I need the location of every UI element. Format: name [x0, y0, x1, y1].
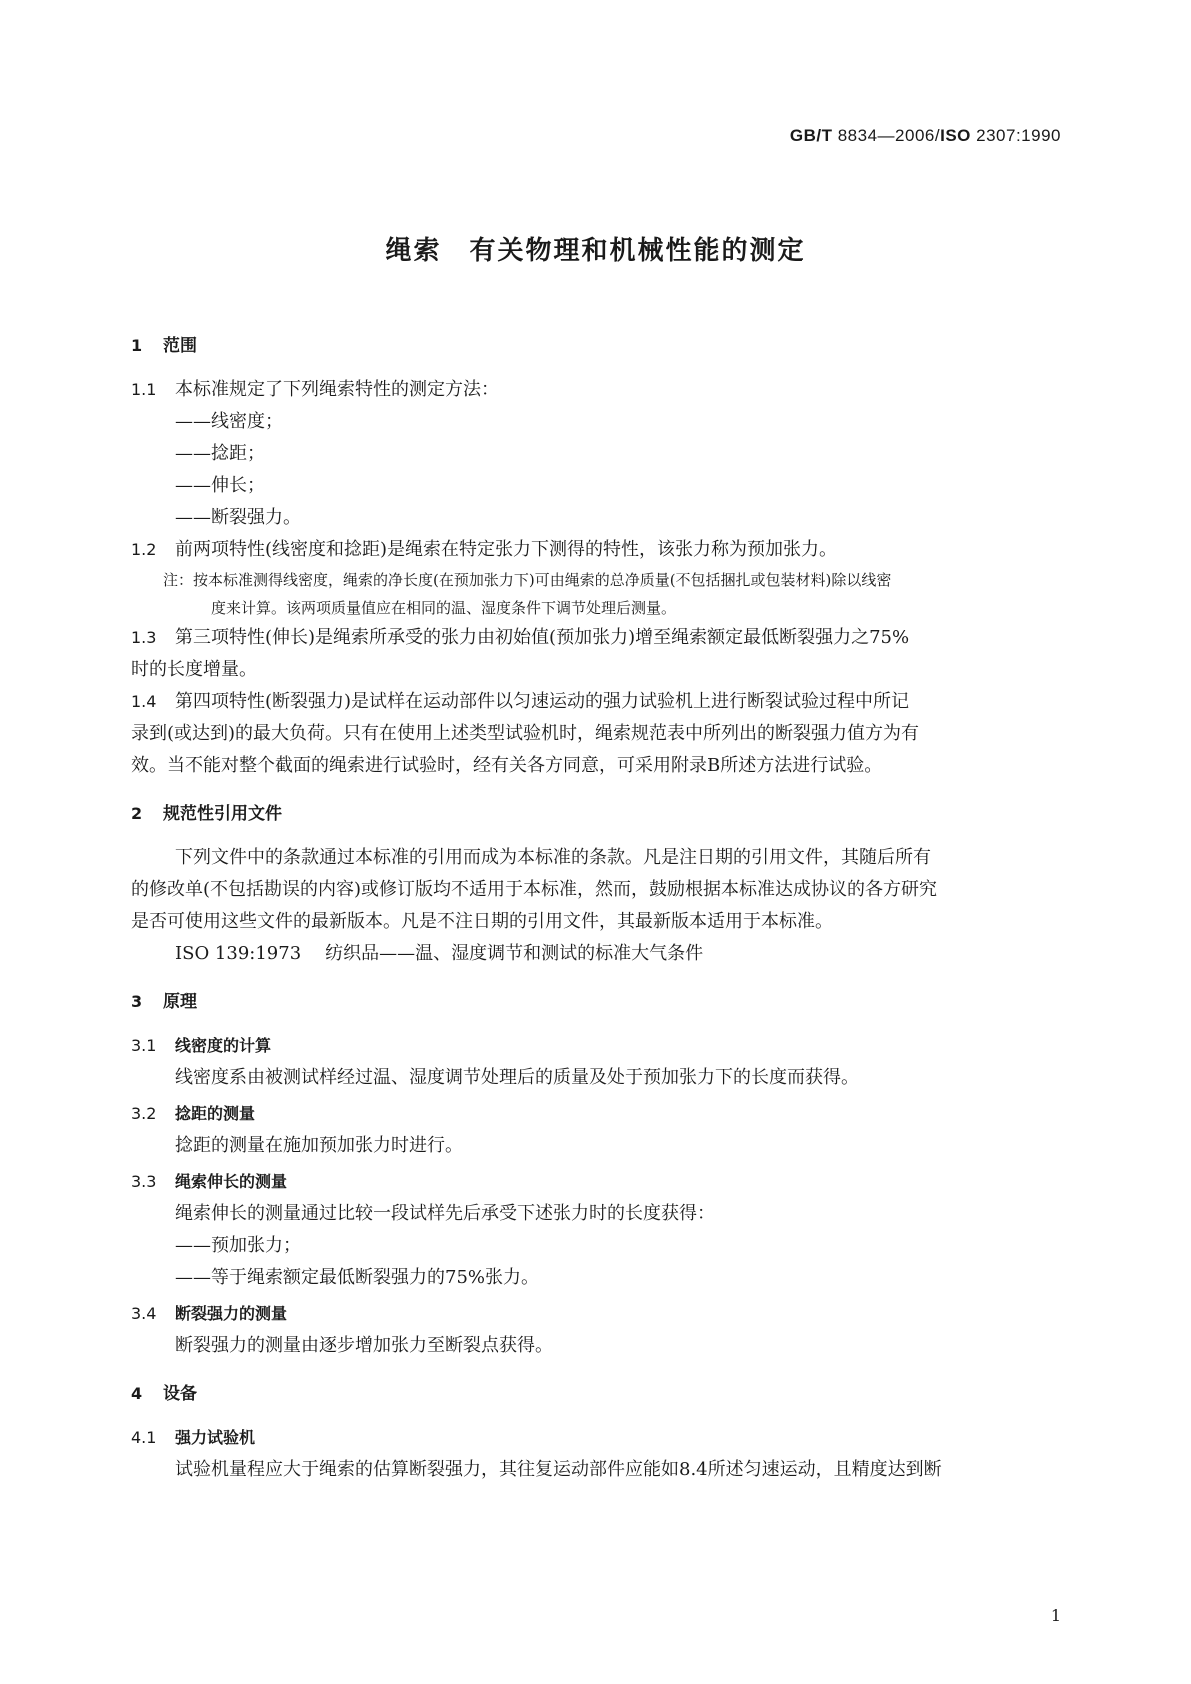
subsection-title: 绳索伸长的测量 — [175, 1172, 288, 1191]
clause-text: 时的长度增量。 — [131, 659, 257, 680]
section-title: 规范性引用文件 — [163, 804, 282, 824]
reference-title: 纺织品——温、湿度调节和测试的标准大气条件 — [325, 943, 704, 964]
subsection-title: 捻距的测量 — [175, 1104, 256, 1123]
note — [131, 566, 1051, 622]
clause-number: 3.3 — [131, 1172, 157, 1191]
clause-text: 本标准规定了下列绳索特性的测定方法： — [175, 379, 499, 400]
normative-reference — [131, 938, 1051, 970]
clause-number: 3.4 — [131, 1304, 157, 1323]
clause-text: 捻距的测量在施加预加张力时进行。 — [175, 1135, 463, 1156]
subsection-title: 断裂强力的测量 — [175, 1304, 288, 1323]
standard-code — [790, 126, 1061, 146]
clause-number: 1.1 — [131, 380, 157, 399]
reference-code: ISO 139:1973 — [175, 943, 302, 964]
subsection-heading — [131, 1166, 1051, 1198]
page-number: 1 — [1050, 1606, 1061, 1625]
note-line: 度来计算。该两项质量值应在相同的温、湿度条件下调节处理后测量。 — [211, 599, 677, 617]
section-number: 3 — [131, 992, 143, 1011]
section-number: 1 — [131, 336, 143, 355]
paragraph-line: 下列文件中的条款通过本标准的引用而成为本标准的条款。凡是注日期的引用文件，其随后所有 — [175, 847, 931, 868]
clause-1-1 — [131, 374, 1051, 406]
paragraph-line: 的修改单(不包括勘误的内容)或修订版均不适用于本标准，然而，鼓励根据本标准达成协议的各方研究 — [131, 879, 938, 900]
note-line: 注：按本标准测得线密度，绳索的净长度(在预加张力下)可由绳索的总净质量(不包括捆扎或包装材料)除以线密 — [163, 571, 892, 589]
subsection-heading — [131, 1422, 1051, 1454]
clause-number: 3.1 — [131, 1036, 157, 1055]
list-item: ——捻距； — [175, 443, 265, 464]
clause-1-3 — [131, 622, 1051, 686]
clause-text: 试验机量程应大于绳索的估算断裂强力，其往复运动部件应能如8.4所述匀速运动，且精度达到断 — [175, 1459, 942, 1480]
section-heading-2 — [131, 798, 1051, 830]
section-title: 设备 — [163, 1384, 197, 1404]
list-item: ——伸长； — [175, 475, 265, 496]
paragraph — [131, 842, 1051, 874]
paragraph-line: 是否可使用这些文件的最新版本。凡是不注日期的引用文件，其最新版本适用于本标准。 — [131, 911, 833, 932]
document-body — [131, 330, 1051, 1486]
list-item: ——等于绳索额定最低断裂强力的75%张力。 — [175, 1267, 540, 1288]
clause-text: 第三项特性(伸长)是绳索所承受的张力由初始值(预加张力)增至绳索额定最低断裂强力之75% — [175, 627, 910, 648]
subsection-heading — [131, 1030, 1051, 1062]
iso-prefix: ISO — [940, 126, 971, 145]
subsection-heading — [131, 1298, 1051, 1330]
subsection-title: 强力试验机 — [175, 1428, 256, 1447]
subsection-heading — [131, 1098, 1051, 1130]
paragraph — [131, 874, 1051, 938]
section-heading-3 — [131, 986, 1051, 1018]
clause-text: 效。当不能对整个截面的绳索进行试验时，经有关各方同意，可采用附录B所述方法进行试验。 — [131, 755, 883, 776]
clause-1-4 — [131, 686, 1051, 782]
clause-number: 1.3 — [131, 628, 157, 647]
clause-1-2 — [131, 534, 1051, 566]
subsection-title: 线密度的计算 — [175, 1036, 272, 1055]
section-title: 范围 — [163, 336, 197, 356]
clause-text: 前两项特性(线密度和捻距)是绳索在特定张力下测得的特性，该张力称为预加张力。 — [175, 539, 838, 560]
clause-number: 3.2 — [131, 1104, 157, 1123]
list-item: ——断裂强力。 — [175, 507, 301, 528]
clause-number: 1.2 — [131, 540, 157, 559]
iso-number: 2307:1990 — [976, 126, 1061, 145]
clause-text: 线密度系由被测试样经过温、湿度调节处理后的质量及处于预加张力下的长度而获得。 — [175, 1067, 859, 1088]
clause-text: 第四项特性(断裂强力)是试样在运动部件以匀速运动的强力试验机上进行断裂试验过程中所记 — [175, 691, 910, 712]
clause-number: 4.1 — [131, 1428, 157, 1447]
section-heading-4 — [131, 1378, 1051, 1410]
standard-prefix: GB/T — [789, 126, 833, 145]
list-item: ——线密度； — [175, 411, 283, 432]
document-title: 绳索 有关物理和机械性能的测定 — [385, 236, 806, 266]
list-item: ——预加张力； — [175, 1235, 301, 1256]
clause-number: 1.4 — [131, 692, 157, 711]
standard-number: 8834—2006/ — [837, 126, 941, 145]
section-heading-1 — [131, 330, 1051, 362]
clause-text: 断裂强力的测量由逐步增加张力至断裂点获得。 — [175, 1335, 553, 1356]
clause-text: 绳索伸长的测量通过比较一段试样先后承受下述张力时的长度获得： — [175, 1203, 715, 1224]
section-number: 4 — [131, 1384, 143, 1403]
section-number: 2 — [131, 804, 143, 823]
section-title: 原理 — [163, 992, 197, 1012]
clause-text: 录到(或达到)的最大负荷。只有在使用上述类型试验机时，绳索规范表中所列出的断裂强力值方为有 — [131, 723, 920, 744]
